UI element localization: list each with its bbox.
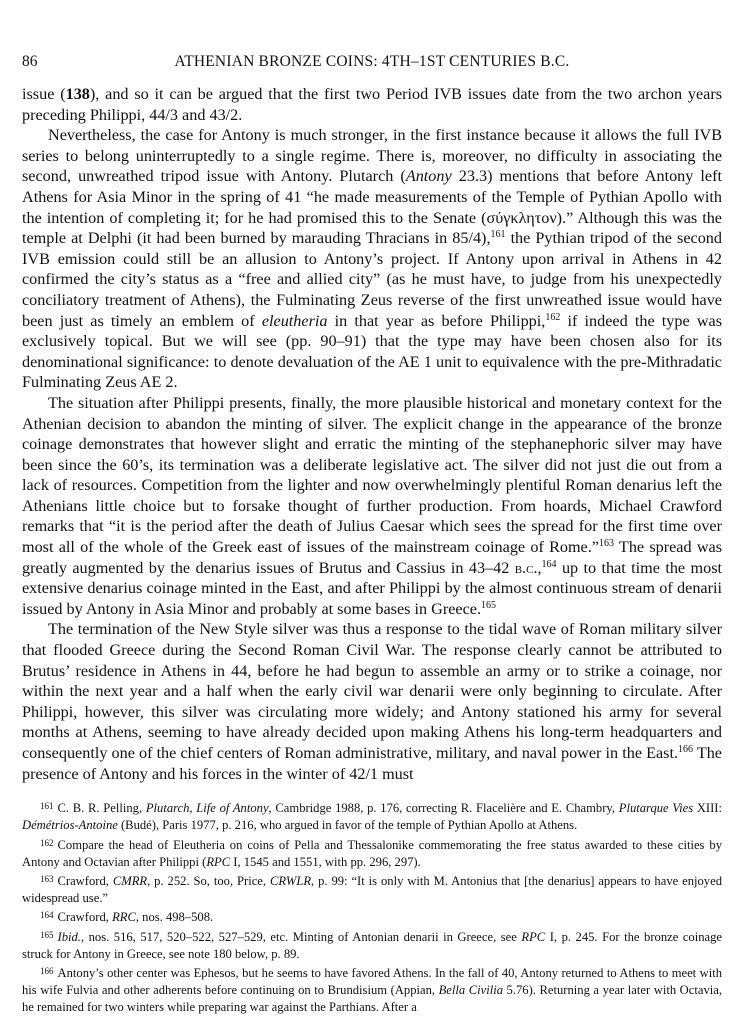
footnote-number: 163 bbox=[40, 874, 54, 884]
italic-text: Bella Civilia bbox=[438, 983, 503, 998]
text-run: The presence of Antony and his forces in the winter of 42/1 must bbox=[22, 744, 722, 783]
text-run: up to that time the most extensive denarius coinage minted in the East, and after Philippi by the almost continuous stream of denarii issued by Antony in Asia Minor and probably at some bases in Greece. bbox=[22, 558, 722, 618]
footnote-ref: 166 bbox=[678, 744, 694, 755]
text-run: ), and so it can be argued that the first two Period IVB issues date from the two archon years preceding Philippi, 44/3 and 43/2. bbox=[22, 85, 723, 124]
italic-text: eleutheria bbox=[261, 311, 328, 330]
text-run: Crawford, bbox=[57, 874, 113, 888]
text-run: in that year as before Philippi, bbox=[327, 311, 546, 330]
bold-text: 138 bbox=[65, 85, 90, 103]
text-run: I, p. 245. For the bronze coinage struck for Antony in Greece, see note 180 below, p. 89. bbox=[22, 929, 722, 961]
italic-text: RPC bbox=[206, 854, 231, 869]
text-run: , p. 99: “It is only with M. Antonius that [the denarius] appears to have enjoyed widespread use.” bbox=[22, 874, 722, 906]
footnotes bbox=[22, 798, 722, 1016]
text-run: the Pythian tripod of the second IVB emission could still be an allusion to Antony’s project. If Antony upon arrival in Athens in 42 confirmed the city’s status as a “free and allied city” (as he must have, to judge from his unexpectedly conciliatory treatment of Athens), the Fulminating Zeus reverse of the first unwreathed issue would have been just as timely an emblem of bbox=[22, 229, 722, 330]
text-run: , Cambridge 1988, p. 176, correcting R. Flacelière and E. Chambry, bbox=[268, 801, 619, 816]
text-run: I, 1545 and 1551, with pp. 296, 297). bbox=[230, 854, 421, 869]
text-run: , bbox=[537, 558, 542, 577]
footnote bbox=[22, 798, 722, 834]
italic-text: Démétrios-Antoine bbox=[22, 818, 118, 833]
italic-text: Plutarque Vies bbox=[618, 801, 694, 816]
text-run: Antony’s other center was Ephesos, but he seems to have favored Athens. In the fall of 40, Antony returned to Athens to meet with his wife Fulvia and other adherents before continuing on to Brundisium (Appian, bbox=[22, 966, 722, 998]
footnote bbox=[22, 927, 722, 963]
text-run: Crawford, bbox=[57, 910, 113, 925]
footnote bbox=[22, 963, 722, 1017]
text-run: Nevertheless, the case for Antony is much stronger, in the first instance because it allows the full IVB series to belong uninterruptedly to a single regime. There is, moreover, no difficulty in associating the second, unwreathed tripod issue with Antony. Plutarch ( bbox=[22, 126, 722, 186]
text-run: The situation after Philippi presents, finally, the more plausible historical and monetary context for the Athenian decision to abandon the minting of silver. The explicit change in the appearance of the bronze coinage demonstrates that however slight and erratic the minting of the stephanephoric silver may have been since the 60’s, its termination was a deliberate legislative act. The silver did not just die out from a lack of resources. Competition from the lighter and now overwhelmingly plentiful Roman denarius left the Athenians little choice but to forsake thought of further production. From hoards, Michael Crawford remarks that “it is the period after the death of Julius Caesar which sees the spread for the first time over most all of the whole of the Greek east of issues of the mainstream coinage of Rome.” bbox=[22, 393, 722, 557]
footnote-number: 164 bbox=[40, 910, 54, 921]
page-number: 86 bbox=[22, 53, 38, 70]
body-text bbox=[22, 84, 722, 784]
text-run: C. B. R. Pelling, bbox=[57, 801, 146, 816]
text-run: , p. 252. So, too, Price, bbox=[147, 874, 270, 888]
text-run: issue ( bbox=[22, 85, 66, 103]
footnote-number: 162 bbox=[40, 837, 54, 848]
text-run: 23.3) mentions that before Antony left Athens for Asia Minor in the spring of 41 “he made measurements of the Temple of Pythian Apollo with the intention of completing it; for he had promised this to the Senate (σύγκλητον).” Although this was the temple at Delphi (it had been burned by marauding Thracians in 85/4), bbox=[22, 167, 723, 248]
text-run: 5.76). Returning a year later with Octavia, he remained for two winters while preparing war against the Parthians. After a bbox=[22, 983, 722, 1015]
paragraph bbox=[22, 125, 722, 393]
italic-text: RPC bbox=[521, 929, 546, 944]
running-head bbox=[22, 52, 722, 72]
footnote-ref: 162 bbox=[545, 311, 561, 323]
text-run: The spread was greatly augmented by the denarius issues of Brutus and Cassius in 43–42 bbox=[22, 538, 723, 577]
footnote bbox=[22, 835, 722, 871]
text-run: The termination of the New Style silver was thus a response to the tidal wave of Roman military silver that flooded Greece during the Second Roman Civil War. The response clearly cannot be attributed to Brutus’ residence in Athens in 44, before he had begun to assemble an army or to strike a coinage, nor within the next year and a half when the early civil war denarii were only beginning to circulate. After Philippi, however, this silver was circulating more widely; and Antony stationed his army for several months at Athens, seeming to have already decided upon making Athens his long-term headquarters and consequently one of the chief centers of Roman administrative, military, and naval power in the East. bbox=[22, 620, 722, 762]
text-run: , nos. 516, 517, 520–522, 527–529, etc. Minting of Antonian denarii in Greece, see bbox=[80, 929, 522, 944]
paragraph bbox=[22, 619, 722, 784]
text-run: if indeed the type was exclusively topical. But we will see (pp. 90–91) that the type may have been chosen also for its denominational significance: to denote devaluation of the AE 1 unit to equivalence with the pre-Mithradatic Fulminating Zeus AE 2. bbox=[22, 311, 722, 392]
page bbox=[22, 52, 722, 1017]
paragraph bbox=[22, 393, 722, 620]
italic-text: Antony bbox=[405, 167, 452, 186]
text-run: (Budé), Paris 1977, p. 216, who argued in favor of the temple of Pythian Apollo at Athens. bbox=[117, 818, 578, 833]
footnote-ref: 163 bbox=[598, 538, 614, 550]
footnote-ref: 161 bbox=[490, 229, 506, 241]
italic-text: CMRR bbox=[112, 874, 148, 888]
text-run: Compare the head of Eleutheria on coins of Pella and Thessalonike commemorating the free status awarded to these cities by Antony and Octavian after Philippi ( bbox=[22, 837, 722, 869]
footnote-ref: 165 bbox=[481, 599, 497, 611]
italic-text: Ibid. bbox=[57, 929, 81, 944]
footnote-number: 166 bbox=[40, 966, 54, 977]
italic-text: RRC bbox=[112, 910, 136, 925]
paragraph bbox=[22, 84, 722, 125]
footnote-number: 165 bbox=[40, 929, 54, 940]
footnote-number: 161 bbox=[40, 801, 54, 812]
footnote-ref: 164 bbox=[541, 558, 557, 570]
text-run: , nos. 498–508. bbox=[135, 910, 214, 925]
italic-text: CRWLR bbox=[269, 874, 312, 888]
footnote bbox=[22, 871, 722, 907]
italic-text: Plutarch, Life of Antony bbox=[145, 801, 269, 816]
small-caps-text: b.c. bbox=[514, 558, 538, 577]
running-title: ATHENIAN BRONZE COINS: 4TH–1ST CENTURIES B.C. bbox=[174, 53, 570, 70]
text-run: XIII: bbox=[693, 801, 722, 816]
footnote bbox=[22, 907, 722, 926]
